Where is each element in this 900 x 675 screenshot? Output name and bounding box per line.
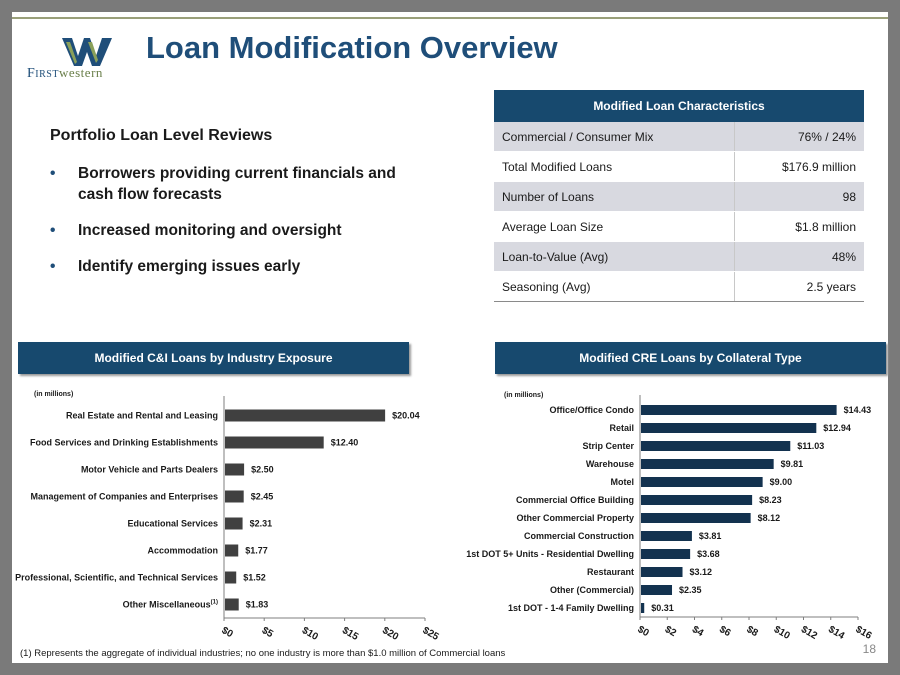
ci-data-label: $12.40 (330, 437, 359, 448)
cre-data-label: $8.23 (759, 495, 782, 505)
slide (12, 12, 888, 663)
ci-category-label: Motor Vehicle and Parts Dealers (80, 464, 218, 475)
ci-bar-chart (12, 377, 442, 643)
ci-category-label: Real Estate and Rental and Leasing (65, 410, 218, 421)
cre-bar (641, 513, 751, 523)
ci-data-label: $2.50 (251, 464, 274, 475)
bullet-dot: • (50, 222, 56, 239)
table-row (494, 122, 864, 152)
ci-bar (225, 518, 243, 530)
cre-tick-label: $8 (744, 624, 760, 640)
cre-bar (641, 423, 816, 433)
ci-bar (225, 491, 244, 503)
table-row (494, 242, 864, 272)
loan-characteristics-table (494, 90, 864, 302)
table-row (494, 152, 864, 182)
cre-tick-label: $12 (799, 624, 819, 642)
cre-category-label: Strip Center (582, 441, 634, 451)
cre-data-label: $2.35 (679, 585, 702, 595)
ci-data-label: $1.77 (245, 545, 268, 556)
row-label: Average Loan Size (494, 212, 734, 242)
row-label: Number of Loans (494, 182, 734, 212)
cre-data-label: $3.68 (697, 549, 720, 559)
cre-unit-note: (in millions) (504, 392, 544, 399)
cre-bar (641, 477, 763, 487)
row-value: 48% (734, 242, 864, 272)
cre-tick-label: $0 (635, 624, 651, 640)
cre-tick-label: $14 (826, 624, 847, 642)
cre-bar-chart (452, 377, 888, 642)
cre-data-label: $8.12 (757, 513, 781, 523)
cre-data-label: $14.43 (843, 405, 872, 415)
ci-tick-label: $20 (380, 625, 401, 643)
portfolio-heading: Portfolio Loan Level Reviews (50, 127, 273, 144)
ci-data-label: $1.83 (245, 599, 269, 610)
cre-data-label: $11.03 (797, 441, 825, 451)
bullet-item (50, 220, 405, 241)
table-row (494, 182, 864, 212)
row-value: 2.5 years (734, 272, 864, 302)
cre-tick-label: $2 (662, 624, 678, 640)
row-value: $1.8 million (734, 212, 864, 242)
cre-bar (641, 405, 837, 415)
cre-bar (641, 603, 644, 613)
page-number: 18 (862, 642, 876, 656)
ci-bar (225, 410, 385, 422)
cre-category-label: 1st DOT 5+ Units - Residential Dwelling (466, 549, 634, 559)
cre-tick-label: $10 (771, 624, 792, 642)
cre-category-label: Restaurant (586, 567, 634, 577)
cre-category-label: 1st DOT - 1-4 Family Dwelling (507, 603, 634, 613)
table-header: Modified Loan Characteristics (494, 90, 864, 122)
cre-category-label: Warehouse (585, 459, 634, 469)
logo-rest: western (58, 65, 103, 80)
cre-data-label: $9.81 (780, 459, 804, 469)
ci-category-label: Professional, Scientific, and Technical Services (15, 572, 218, 583)
bullet-text: Identify emerging issues early (78, 258, 301, 275)
row-value: 76% / 24% (734, 122, 864, 152)
row-label: Loan-to-Value (Avg) (494, 242, 734, 272)
top-rule (12, 17, 888, 19)
row-label: Commercial / Consumer Mix (494, 122, 734, 152)
logo-wordmark (27, 65, 103, 82)
footnote: (1) Represents the aggregate of individual industries; no one industry is more than $1.0 million of Commercial loans (20, 648, 506, 659)
ci-category-label: Educational Services (127, 518, 218, 529)
bullet-dot: • (50, 258, 56, 275)
table-row (494, 272, 864, 302)
bullet-item (50, 163, 405, 205)
cre-tick-label: $4 (690, 624, 706, 640)
ci-category-label: Accommodation (147, 545, 218, 556)
ci-category-label: Other Miscellaneous$^{(1)}$ (122, 599, 218, 610)
ci-category-label: Management of Companies and Enterprises (30, 491, 218, 502)
bullet-text: Borrowers providing current financials and cash flow forecasts (78, 165, 396, 203)
cre-data-label: $0.31 (651, 603, 674, 613)
ci-footnote-marker: (1) (210, 599, 218, 606)
ci-data-label: $1.52 (243, 572, 266, 583)
ci-bar (225, 464, 244, 476)
cre-category-label: Motel (610, 477, 634, 487)
bullet-text: Increased monitoring and oversight (78, 222, 342, 239)
ci-chart-title: Modified C&I Loans by Industry Exposure (18, 342, 409, 374)
cre-category-label: Other Commercial Property (516, 513, 634, 523)
row-value: $176.9 million (734, 152, 864, 182)
ci-bar (225, 545, 238, 557)
logo-first: First (27, 66, 59, 81)
ci-bar (225, 572, 236, 584)
table-row (494, 212, 864, 242)
ci-tick-label: $10 (299, 625, 320, 643)
ci-tick-label: $0 (219, 625, 235, 641)
cre-chart-title: Modified CRE Loans by Collateral Type (495, 342, 886, 374)
cre-category-label: Other (Commercial) (549, 585, 634, 595)
ci-bar (225, 599, 239, 611)
cre-bar (641, 441, 790, 451)
cre-data-label: $3.12 (689, 567, 713, 577)
cre-data-label: $12.94 (823, 423, 851, 433)
cre-category-label: Commercial Construction (523, 531, 634, 541)
ci-data-label: $2.31 (249, 518, 273, 529)
ci-tick-label: $5 (259, 625, 275, 641)
ci-tick-label: $25 (420, 625, 441, 643)
ci-data-label: $20.04 (392, 410, 420, 421)
cre-bar (641, 567, 683, 577)
ci-category-label: Food Services and Drinking Establishments (29, 437, 218, 448)
cre-data-label: $9.00 (769, 477, 793, 487)
cre-bar (641, 495, 752, 505)
bullet-item (50, 256, 405, 277)
cre-category-label: Commercial Office Building (515, 495, 634, 505)
row-value: 98 (734, 182, 864, 212)
ci-bar (225, 437, 324, 449)
ci-data-label: $2.45 (250, 491, 274, 502)
cre-bar (641, 585, 672, 595)
cre-tick-label: $6 (717, 624, 733, 640)
page-title: Loan Modification Overview (146, 30, 558, 65)
ci-unit-note: (in millions) (34, 391, 74, 398)
ci-tick-label: $15 (340, 625, 361, 643)
cre-data-label: $3.81 (698, 531, 722, 541)
cre-category-label: Office/Office Condo (549, 405, 634, 415)
row-label: Total Modified Loans (494, 152, 734, 182)
cre-category-label: Retail (609, 423, 634, 433)
bullet-dot: • (50, 165, 56, 182)
cre-bar (641, 459, 774, 469)
row-label: Seasoning (Avg) (494, 272, 734, 302)
cre-bar (641, 531, 692, 541)
cre-bar (641, 549, 690, 559)
cre-tick-label: $16 (853, 624, 874, 642)
